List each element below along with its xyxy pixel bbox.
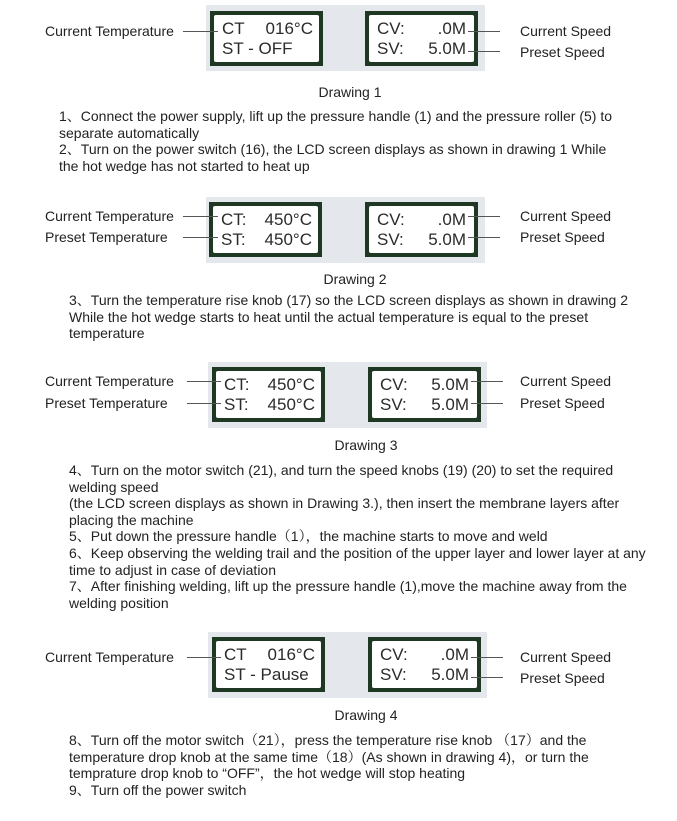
lcd-value: 5.0M — [428, 39, 466, 58]
leader-line — [187, 403, 221, 404]
leader-line — [183, 216, 218, 217]
leader-line — [471, 657, 503, 658]
step-text: 2、Turn on the power switch (16), the LCD screen displays as shown in drawing 1 While the hot wedge has not started to heat up — [59, 141, 607, 174]
label-current-temperature: Current Temperature — [45, 23, 174, 39]
leader-line — [183, 31, 218, 32]
step-text: 5、Put down the pressure handle（1），the machine starts to move and weld — [69, 528, 548, 545]
leader-line — [187, 657, 221, 658]
drawing-caption: Drawing 3 — [334, 437, 398, 453]
label-preset-temperature: Preset Temperature — [45, 395, 168, 411]
instructions-block-3 — [69, 462, 654, 611]
lcd-value: 450°C — [267, 395, 315, 414]
leader-line — [183, 237, 218, 238]
lcd-key: ST - OFF — [222, 39, 293, 58]
lcd-key: CT — [222, 19, 245, 38]
step-text: (the LCD screen displays as shown in Drawing 3.), then insert the membrane layers after placing the machine — [69, 495, 620, 528]
step-text: 1、Connect the power supply, lift up the pressure handle (1) and the pressure roller (5) to separate automatically — [59, 108, 613, 141]
lcd-key: ST: — [224, 395, 249, 414]
lcd-value: 450°C — [264, 210, 312, 229]
leader-line — [468, 51, 500, 52]
drawing-caption: Drawing 2 — [323, 271, 387, 287]
lcd-key: SV: — [380, 665, 407, 684]
lcd-key: CT: — [221, 210, 247, 229]
step-text: 8、Turn off the motor switch（21），press the temperature rise knob （17）and the temperature drop knob at the same time（18）(As shown in drawing 4)，or turn the temprature drop knob to “OFF”，the hot wedge will stop heating — [69, 732, 589, 782]
instructions-block-1 — [59, 108, 629, 174]
drawing-caption: Drawing 1 — [318, 84, 382, 100]
speed-lcd — [368, 637, 481, 692]
label-current-temperature: Current Temperature — [45, 208, 174, 224]
lcd-value: .0M — [440, 645, 469, 664]
lcd-key: CT: — [224, 375, 250, 394]
label-current-speed: Current Speed — [520, 373, 612, 389]
lcd-value: 5.0M — [431, 665, 469, 684]
lcd-value: 016°C — [265, 19, 313, 38]
instructions-block-4 — [69, 732, 629, 798]
lcd-key: CV: — [380, 375, 408, 394]
speed-lcd — [365, 11, 478, 66]
label-preset-speed: Preset Speed — [520, 395, 605, 411]
label-current-speed: Current Speed — [520, 23, 612, 39]
step-text: 6、Keep observing the welding trail and the position of the upper layer and lower layer at any time to adjust in case of deviation — [69, 544, 646, 578]
temperature-lcd — [209, 202, 322, 257]
label-current-temperature: Current Temperature — [45, 649, 174, 665]
label-preset-speed: Preset Speed — [520, 670, 605, 686]
leader-line — [471, 381, 503, 382]
label-preset-speed: Preset Speed — [520, 44, 605, 60]
drawing-caption: Drawing 4 — [334, 707, 398, 723]
instructions-block-2 — [69, 292, 644, 342]
lcd-value: 5.0M — [431, 395, 469, 414]
step-text: 7、After finishing welding, lift up the pressure handle (1),move the machine away from the welding position — [69, 578, 627, 611]
label-preset-speed: Preset Speed — [520, 229, 605, 245]
lcd-key: CV: — [377, 210, 405, 229]
temperature-lcd — [210, 11, 323, 66]
leader-line — [187, 381, 221, 382]
label-current-speed: Current Speed — [520, 649, 612, 665]
label-preset-temperature: Preset Temperature — [45, 229, 168, 245]
leader-line — [471, 403, 503, 404]
step-text: 3、Turn the temperature rise knob (17) so the LCD screen displays as shown in drawing 2 While the hot wedge starts to heat until the actual temperature is equal to the preset temperature — [69, 292, 628, 342]
speed-lcd — [368, 367, 481, 422]
step-text: 9、Turn off the power switch — [69, 781, 247, 798]
step-text: 4、Turn on the motor switch (21), and turn the speed knobs (19) (20) to set the required welding speed — [69, 462, 614, 495]
leader-line — [468, 31, 500, 32]
lcd-key: SV: — [380, 395, 407, 414]
leader-line — [468, 237, 500, 238]
lcd-key: SV: — [377, 230, 404, 249]
lcd-value: 450°C — [267, 375, 315, 394]
lcd-key: CV: — [377, 19, 405, 38]
leader-line — [468, 216, 500, 217]
lcd-key: ST - Pause — [224, 665, 309, 684]
lcd-value: .0M — [437, 210, 466, 229]
speed-lcd — [365, 202, 478, 257]
lcd-value: 5.0M — [428, 230, 466, 249]
label-current-speed: Current Speed — [520, 208, 612, 224]
lcd-key: ST: — [221, 230, 246, 249]
label-current-temperature: Current Temperature — [45, 373, 174, 389]
lcd-value: .0M — [437, 19, 466, 38]
temperature-lcd — [212, 367, 325, 422]
lcd-key: SV: — [377, 39, 404, 58]
lcd-key: CT — [224, 645, 247, 664]
lcd-value: 450°C — [264, 230, 312, 249]
lcd-value: 5.0M — [431, 375, 469, 394]
leader-line — [471, 677, 503, 678]
lcd-value: 016°C — [267, 645, 315, 664]
temperature-lcd — [212, 637, 325, 692]
lcd-key: CV: — [380, 645, 408, 664]
